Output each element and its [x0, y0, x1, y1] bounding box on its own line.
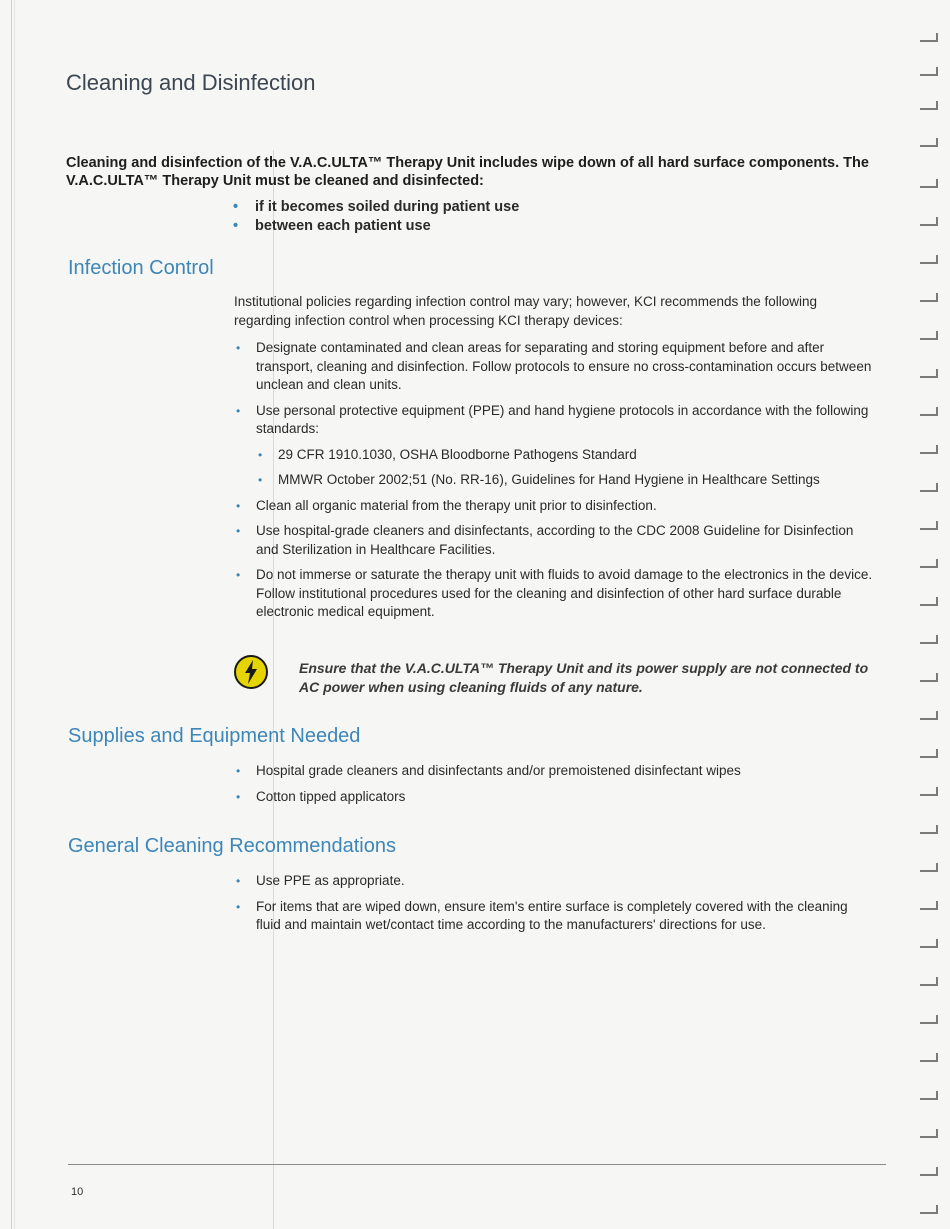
infection-control-paragraph: Institutional policies regarding infection control may vary; however, KCI recommends the following regarding infection control when processing KCI therapy devices:	[234, 294, 818, 328]
binding-tab	[920, 946, 938, 948]
page-edge-line	[11, 0, 12, 1229]
page-edge-line	[14, 0, 15, 1229]
supplies-list	[234, 762, 874, 813]
binding-tab	[920, 300, 938, 302]
intro-bullet: • if it becomes soiled during patient use	[233, 198, 519, 217]
list-item: • Use hospital-grade cleaners and disinfectants, according to the CDC 2008 Guideline for Disinfection and Sterilization in Healthcare Facilities.	[234, 522, 874, 559]
list-item: • Cotton tipped applicators	[234, 788, 874, 807]
binding-tab	[920, 870, 938, 872]
binding-tab	[920, 1174, 938, 1176]
binding-tab	[920, 414, 938, 416]
binding-tab	[920, 984, 938, 986]
list-item: • For items that are wiped down, ensure item's entire surface is completely covered with the cleaning fluid and maintain wet/contact time according to the manufacturers' directions for use.	[234, 898, 874, 935]
list-item: • Hospital grade cleaners and disinfectants and/or premoistened disinfectant wipes	[234, 762, 874, 781]
intro-bullet-list	[233, 198, 519, 236]
binding-tab	[920, 108, 938, 110]
binding-tab	[920, 224, 938, 226]
general-cleaning-list	[234, 872, 874, 942]
binding-tab	[920, 794, 938, 796]
binding-tab	[920, 1060, 938, 1062]
supplies-heading: Supplies and Equipment Needed	[68, 725, 361, 747]
infection-control-heading: Infection Control	[68, 257, 214, 279]
binding-tab	[920, 186, 938, 188]
binding-tab	[920, 680, 938, 682]
infection-control-list	[234, 339, 874, 629]
binding-tab	[920, 338, 938, 340]
binding-tab	[920, 566, 938, 568]
binding-tab	[920, 832, 938, 834]
list-subitem: • 29 CFR 1910.1030, OSHA Bloodborne Pathogens Standard	[234, 446, 874, 465]
binding-tab	[920, 40, 938, 42]
binding-tab	[920, 74, 938, 76]
binding-tab	[920, 1098, 938, 1100]
electrical-hazard-icon	[234, 655, 268, 689]
binding-tab	[920, 642, 938, 644]
list-item: • Do not immerse or saturate the therapy unit with fluids to avoid damage to the electronics in the device. Follow institutional procedures used for the cleaning and disinfection of other hard surface durable electronic medical equipment.	[234, 566, 874, 622]
binding-tab	[920, 604, 938, 606]
page-number: 10	[71, 1186, 84, 1198]
intro-bullet: • between each patient use	[233, 217, 519, 236]
binding-tab	[920, 718, 938, 720]
list-item: • Designate contaminated and clean areas for separating and storing equipment before and after transport, cleaning and disinfection. Follow protocols to ensure no cross-contamination occurs between unclean and clean units.	[234, 339, 874, 395]
binding-tab-strip	[920, 0, 942, 1229]
list-item: • Use PPE as appropriate.	[234, 872, 874, 891]
binding-tab	[920, 528, 938, 530]
list-item: • Clean all organic material from the therapy unit prior to disinfection.	[234, 497, 874, 516]
page-title: Cleaning and Disinfection	[66, 70, 316, 95]
footer-divider	[68, 1164, 886, 1165]
binding-tab	[920, 1212, 938, 1214]
binding-tab	[920, 490, 938, 492]
list-subitem: • MMWR October 2002;51 (No. RR-16), Guidelines for Hand Hygiene in Healthcare Settings	[234, 471, 874, 490]
binding-tab	[920, 1136, 938, 1138]
list-item: • Use personal protective equipment (PPE) and hand hygiene protocols in accordance with the following standards:	[234, 402, 874, 439]
warning-text: Ensure that the V.A.C.ULTA™ Therapy Unit and its power supply are not connected to AC power when using cleaning fluids of any nature.	[299, 660, 869, 695]
binding-tab	[920, 1022, 938, 1024]
general-cleaning-heading: General Cleaning Recommendations	[68, 835, 396, 857]
binding-tab	[920, 452, 938, 454]
binding-tab	[920, 376, 938, 378]
binding-tab	[920, 145, 938, 147]
binding-tab	[920, 908, 938, 910]
binding-tab	[920, 262, 938, 264]
binding-tab	[920, 756, 938, 758]
intro-paragraph: Cleaning and disinfection of the V.A.C.ULTA™ Therapy Unit includes wipe down of all hard surface components. The V.A.C.ULTA™ Therapy Unit must be cleaned and disinfected:	[66, 155, 869, 189]
